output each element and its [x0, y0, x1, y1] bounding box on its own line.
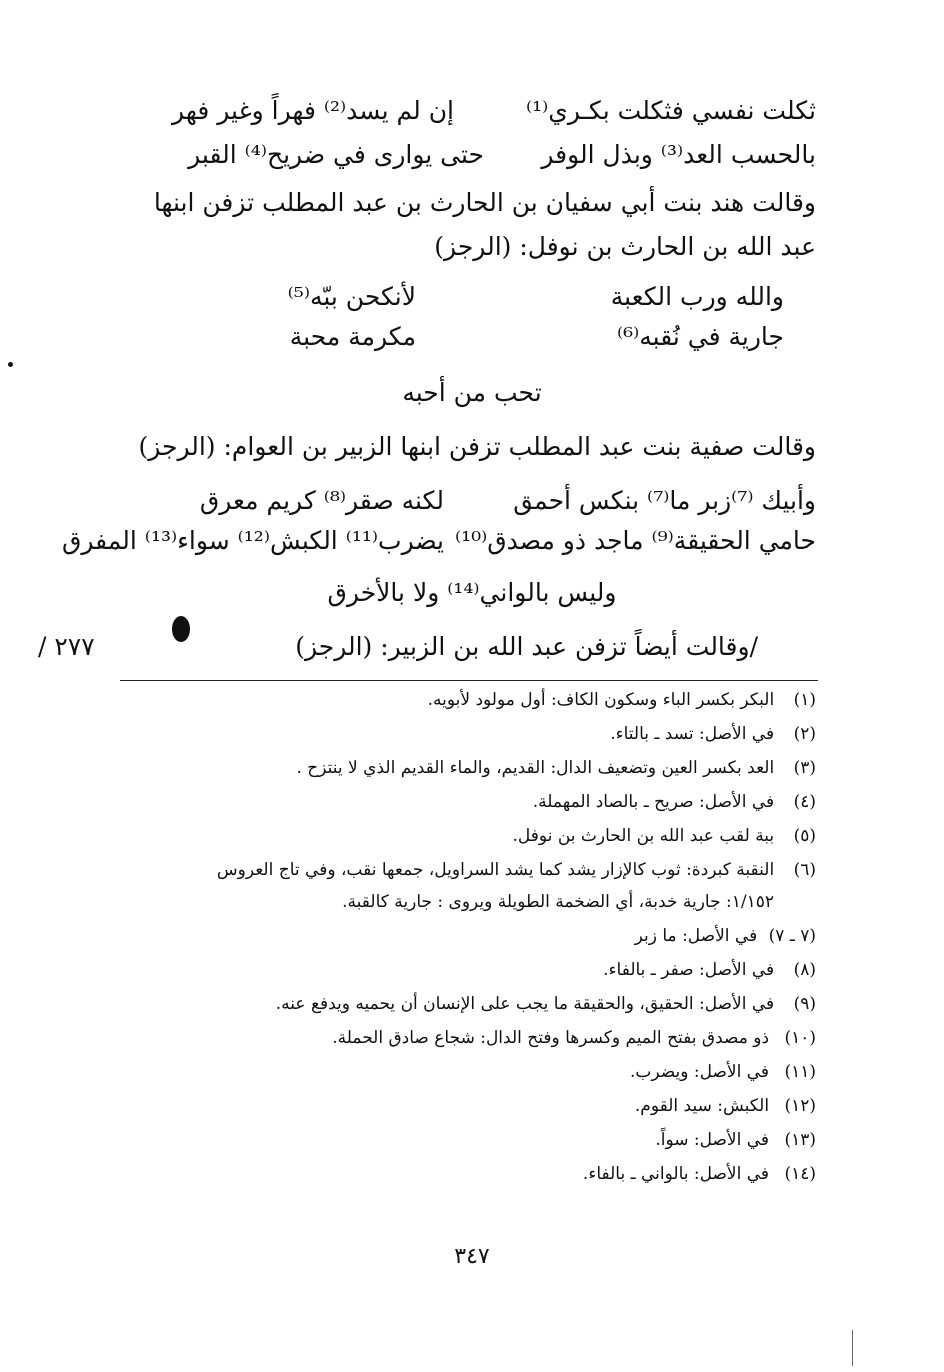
footnote-separator — [120, 680, 818, 681]
ink-speck — [8, 362, 13, 367]
poem2-row1-left: لأنكحن ببّه⁽⁵⁾ — [287, 282, 416, 311]
footnote-number: (٥) — [793, 826, 816, 846]
footnote-text: في الأصل: تسد ـ بالتاء. — [610, 724, 775, 744]
footnote-text: في الأصل: سواً. — [655, 1130, 770, 1150]
footnote-text: في الأصل: بالواني ـ بالفاء. — [582, 1164, 770, 1184]
footnote-text: في الأصل: صريح ـ بالصاد المهملة. — [532, 792, 775, 812]
poem1-row2-left: حتى يوارى في ضريح⁽⁴⁾ القبر — [188, 140, 484, 169]
footnote-number: (٨) — [793, 960, 816, 980]
footnote-number: (٢) — [793, 724, 816, 744]
footnote-text: ببة لقب عبد الله بن الحارث بن نوفل. — [512, 826, 775, 846]
prose-also: /وقالت أيضاً تزفن عبد الله بن الزبير: (الرجز) — [295, 632, 758, 661]
footnote-text: النقبة كبردة: ثوب كالإزار يشد كما يشد السراويل، جمعها نقب، وفي تاج العروس — [216, 860, 775, 880]
footnote-1 — [428, 688, 816, 712]
footnote-11 — [630, 1060, 816, 1084]
poem1-row2-right: بالحسب العد⁽³⁾ وبذل الوفر — [541, 140, 816, 169]
footnote-number: (١٤) — [784, 1164, 816, 1184]
poem2-row2-left: مكرمة محبة — [289, 322, 416, 351]
footnote-9 — [276, 992, 816, 1016]
margin-page-reference: ٢٧٧ / — [38, 632, 95, 661]
footnote-text: الكبش: سيد القوم. — [634, 1096, 770, 1116]
footnote-5 — [513, 824, 816, 848]
poem3-center-line: وليس بالواني⁽¹⁴⁾ ولا بالأخرق — [327, 578, 617, 607]
footnote-12 — [635, 1094, 816, 1118]
footnote-6-continued — [342, 890, 774, 914]
footnote-7 — [635, 924, 816, 948]
footnote-6 — [217, 858, 816, 882]
poem1-row1-right: ثكلت نفسي فثكلت بكـري⁽¹⁾ — [525, 96, 816, 125]
footnote-13 — [655, 1128, 816, 1152]
footnote-8 — [603, 958, 816, 982]
footnote-3 — [297, 756, 817, 780]
footnote-text: في الأصل: الحقيق، والحقيقة ما يجب على الإنسان أن يحميه ويدفع عنه. — [275, 994, 775, 1014]
footnote-4 — [533, 790, 816, 814]
footnote-10 — [332, 1026, 816, 1050]
prose-hind-line2: عبد الله بن الحارث بن نوفل: (الرجز) — [434, 232, 816, 261]
poem3-row2-left: يضرب⁽¹¹⁾ الكبش⁽¹²⁾ سواء⁽¹³⁾ المفرق — [61, 526, 444, 555]
footnote-text: العد بكسر العين وتضعيف الدال: القديم، والماء القديم الذي لا ينتزح . — [296, 758, 775, 778]
footnote-number: (٤) — [793, 792, 816, 812]
footnote-number: (١٢) — [784, 1096, 816, 1116]
prose-safiyya: وقالت صفية بنت عبد المطلب تزفن ابنها الزبير بن العوام: (الرجز) — [138, 432, 816, 461]
footnote-text: البكر بكسر الباء وسكون الكاف: أول مولود لأبويه. — [427, 690, 775, 710]
footnote-number: (١) — [793, 690, 816, 710]
poem3-row1-left: لكنه صقر⁽⁸⁾ كريم معرق — [199, 486, 444, 515]
footnote-number: (١٣) — [784, 1130, 816, 1150]
footnote-text: في الأصل: ما زبر — [634, 926, 758, 946]
footnote-2 — [610, 722, 816, 746]
footnote-text: في الأصل: صفر ـ بالفاء. — [603, 960, 775, 980]
prose-hind-line1: وقالت هند بنت أبي سفيان بن الحارث بن عبد المطلب تزفن ابنها — [153, 188, 816, 217]
footnote-number: (١١) — [784, 1062, 816, 1082]
footnote-text: في الأصل: ويضرب. — [630, 1062, 770, 1082]
footnote-14 — [583, 1162, 816, 1186]
footnote-text: ذو مصدق بفتح الميم وكسرها وفتح الدال: شجاع صادق الحملة. — [332, 1028, 770, 1048]
footnote-number: (٦) — [793, 860, 816, 880]
footnote-text: ١/١٥٢: جارية خدبة، أي الضخمة الطويلة ويروى : جارية كالقبة. — [342, 892, 774, 912]
ink-blot — [172, 616, 190, 642]
poem1-row1-left: إن لم يسد⁽²⁾ فهراً وغير فهر — [172, 96, 454, 125]
poem2-center-line: تحب من أحبه — [402, 378, 542, 407]
page-number: ٣٤٧ — [454, 1244, 490, 1269]
poem2-row1-right: والله ورب الكعبة — [610, 282, 784, 311]
footnote-number: (٧ ـ ٧) — [768, 926, 816, 946]
footnote-number: (٩) — [793, 994, 816, 1014]
footnote-number: (١٠) — [784, 1028, 816, 1048]
poem2-row2-right: جارية في نُقبه⁽⁶⁾ — [616, 322, 784, 351]
poem3-row2-right: حامي الحقيقة⁽⁹⁾ ماجد ذو مصدق⁽¹⁰⁾ — [454, 526, 816, 555]
poem3-row1-right: وأبيك ⁽⁷⁾زبر ما⁽⁷⁾ بنكس أحمق — [513, 486, 816, 515]
footnote-number: (٣) — [793, 758, 816, 778]
scan-edge-mark — [852, 1330, 853, 1366]
